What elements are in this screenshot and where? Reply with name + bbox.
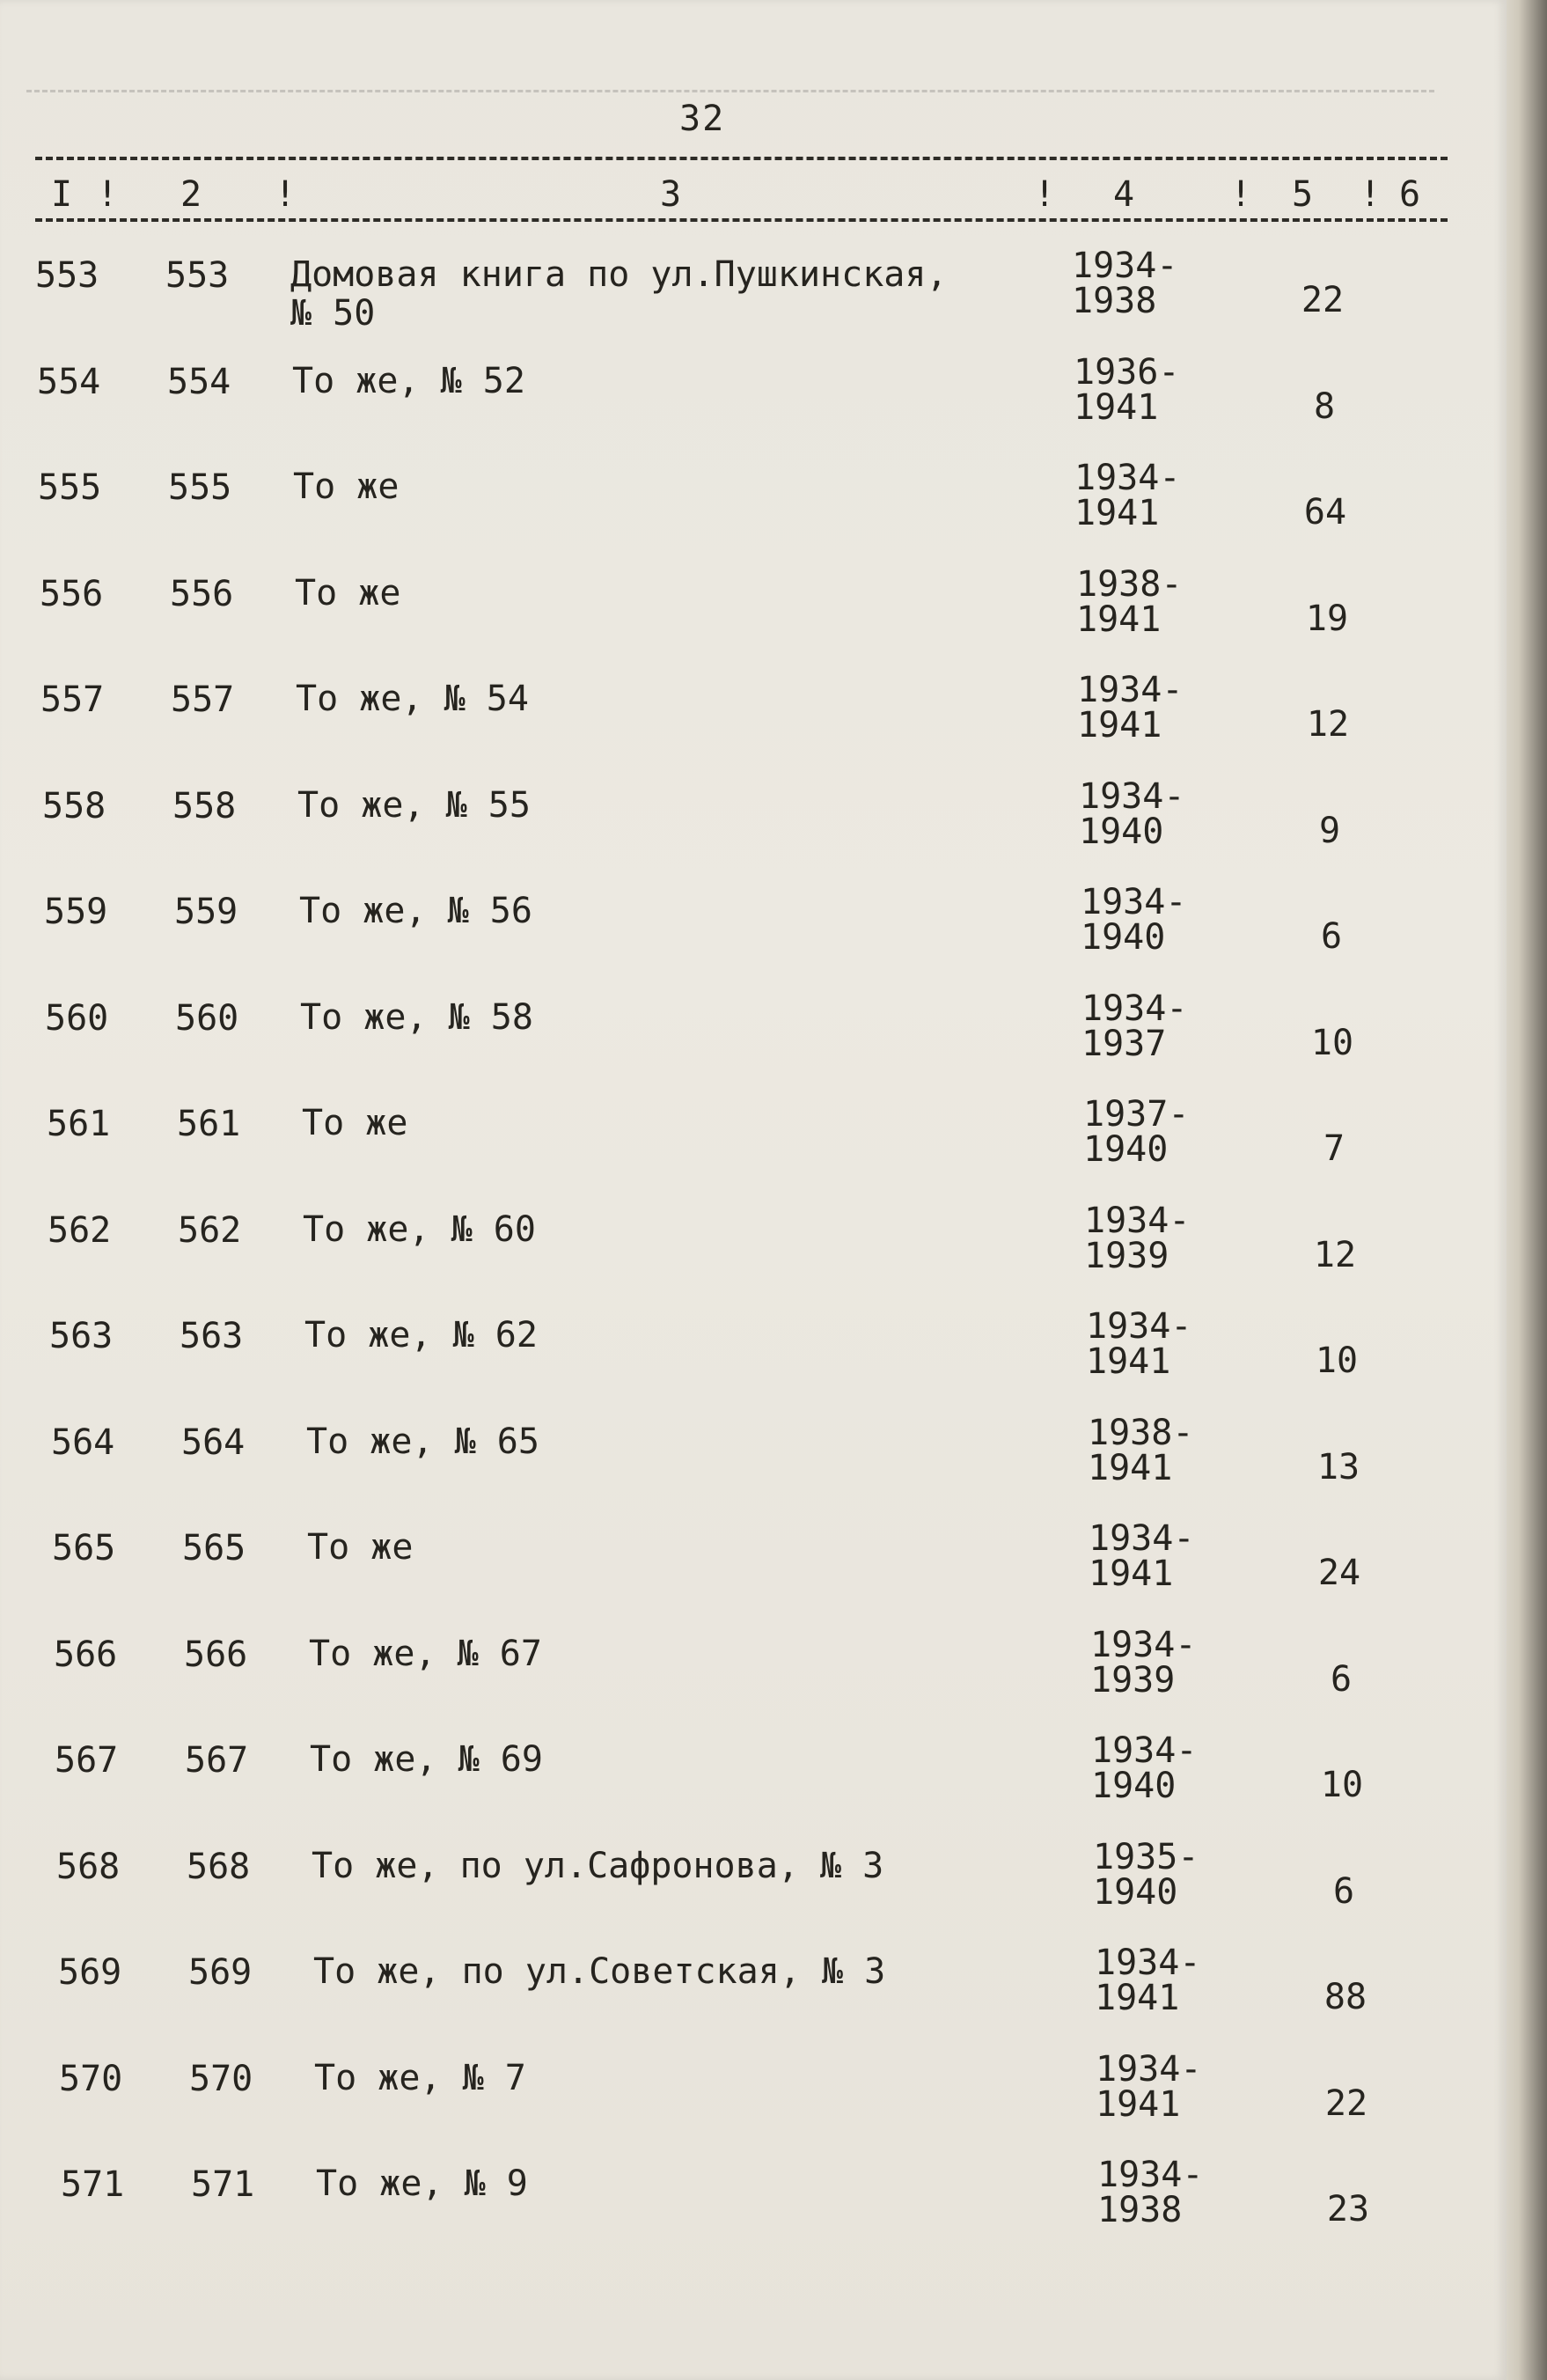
header-col-2: 2 [180,174,202,215]
date-from: 1934- [1089,1518,1195,1559]
item-title-line: То же, № 54 [296,679,529,719]
item-number: 568 [56,1847,121,1887]
sheet-count: 22 [1324,2083,1368,2124]
table-row [0,352,1496,452]
item-title-line: То же, № 62 [304,1315,538,1355]
table-row [0,882,1496,981]
table-row [0,1518,1496,1618]
sheet-count: 6 [1332,1871,1355,1912]
date-range [1093,1837,1234,1913]
date-from: 1937- [1083,1094,1190,1135]
item-number: 560 [45,998,109,1039]
page-number: 32 [679,99,726,139]
item-number: 562 [48,1210,112,1251]
page-edge [1507,0,1547,2380]
sheet-count: 9 [1318,811,1341,851]
date-to: 1939 [1090,1660,1176,1701]
date-from: 1938- [1076,564,1183,605]
item-title-line: То же, № 55 [297,785,531,826]
date-from: 1934- [1096,2049,1202,2090]
table-row [0,564,1496,664]
table-row [0,776,1496,876]
table-row [0,1094,1496,1194]
item-title [292,362,1084,400]
date-range [1083,1094,1224,1170]
header-col-5: 5 [1292,174,1314,215]
item-number: 566 [54,1634,118,1675]
date-range [1076,564,1217,640]
item-title-line: То же, № 67 [309,1634,542,1674]
item-number: 559 [44,892,108,932]
sheet-count: 10 [1320,1765,1364,1805]
case-number: 564 [181,1422,246,1463]
item-title-line: То же, № 9 [316,2163,528,2204]
date-to: 1940 [1081,917,1166,958]
date-to: 1941 [1096,2084,1181,2125]
item-number: 567 [55,1740,119,1781]
table-row [0,672,1496,769]
case-number: 561 [177,1104,241,1144]
date-from: 1934- [1077,670,1184,710]
case-number: 568 [187,1847,251,1887]
item-title [314,2059,1106,2097]
sheet-count: 6 [1330,1659,1353,1700]
date-from: 1934- [1072,246,1178,286]
item-number: 569 [58,1952,122,1993]
date-from: 1934- [1086,1306,1192,1347]
date-to: 1940 [1079,812,1164,852]
item-number: 561 [47,1104,111,1144]
case-number: 558 [172,786,237,826]
sheet-count: 88 [1323,1977,1367,2017]
header-col-3: 3 [660,174,682,215]
item-title [300,998,1092,1037]
item-number: 565 [52,1528,116,1568]
date-from: 1938- [1088,1413,1194,1453]
date-to: 1941 [1086,1341,1171,1382]
item-title [313,1952,1105,1991]
case-number: 563 [180,1316,244,1356]
item-title [299,892,1091,930]
item-title [303,1210,1095,1249]
date-to: 1941 [1076,599,1162,640]
date-from: 1934- [1090,1625,1197,1665]
case-number: 562 [178,1210,242,1251]
table-row [0,460,1496,557]
case-number: 569 [188,1952,253,1993]
date-range [1089,1518,1229,1594]
item-number: 571 [61,2164,125,2205]
item-title-line: То же, № 56 [299,891,532,931]
date-to: 1940 [1083,1129,1169,1170]
item-title [297,786,1089,825]
item-number: 554 [37,362,101,402]
item-title [290,255,1082,333]
date-range [1081,882,1221,958]
header-bottom-rule [35,218,1448,222]
case-number: 571 [191,2164,255,2205]
item-title [295,574,1087,613]
item-title [293,467,1085,506]
date-from: 1934- [1091,1730,1198,1771]
date-range [1084,1203,1225,1274]
item-title-line: То же [302,1103,408,1143]
item-title-line: То же, № 69 [310,1739,543,1780]
sheet-count: 12 [1313,1235,1357,1275]
date-range [1091,1730,1232,1806]
item-title [302,1104,1094,1142]
sheet-count: 6 [1320,916,1343,957]
sheet-count: 24 [1317,1553,1361,1593]
date-to: 1941 [1088,1448,1173,1488]
date-range [1090,1625,1231,1701]
date-range [1077,670,1218,746]
item-title [309,1634,1101,1673]
date-to: 1939 [1084,1236,1169,1276]
date-range [1097,2157,1238,2228]
date-from: 1934- [1079,776,1185,817]
item-title-line: То же, по ул.Советская, № 3 [313,1951,886,1992]
date-to: 1941 [1077,705,1162,746]
header-col-1: I [51,174,73,215]
header-top-rule [35,157,1448,160]
date-to: 1938 [1072,281,1157,321]
sheet-count: 10 [1310,1023,1354,1063]
table-row [0,1837,1496,1936]
item-number: 558 [42,786,106,826]
date-from: 1935- [1093,1837,1199,1877]
header-separator: ! [275,174,297,215]
header-separator: ! [97,174,119,215]
item-title [296,679,1088,718]
case-number: 566 [184,1634,248,1675]
item-title-line-2: № 50 [290,293,376,334]
case-number: 567 [185,1740,249,1781]
date-from: 1936- [1074,352,1180,393]
date-from: 1934- [1084,1201,1191,1241]
date-to: 1941 [1074,387,1159,428]
case-number: 555 [168,467,232,508]
date-range [1088,1415,1228,1486]
case-number: 556 [170,574,234,614]
date-to: 1937 [1081,1024,1167,1064]
item-number: 553 [35,255,99,296]
item-number: 564 [51,1422,115,1463]
item-title-line: То же [307,1527,414,1568]
sheet-count: 19 [1305,599,1349,639]
date-range [1072,248,1213,319]
header-separator: ! [1360,174,1382,215]
sheet-count: 22 [1301,280,1345,320]
sheet-count: 10 [1315,1341,1359,1381]
sheet-count: 12 [1306,704,1350,745]
table-row [0,2157,1496,2254]
item-title-line: То же [295,573,401,613]
date-to: 1940 [1093,1872,1178,1913]
case-number: 553 [165,255,230,296]
item-title-line: Домовая книга по ул.Пушкинская, [290,254,948,295]
item-title [306,1422,1098,1461]
case-number: 557 [171,679,235,720]
item-title [304,1316,1096,1355]
perforation-line [26,90,1434,101]
date-range [1079,776,1220,852]
table-row [0,248,1496,345]
item-title [312,1847,1103,1885]
header-separator: ! [1034,174,1056,215]
date-from: 1934- [1081,988,1188,1029]
table-row [0,1627,1496,1724]
date-range [1081,988,1222,1064]
date-to: 1940 [1091,1766,1177,1806]
item-number: 556 [40,574,104,614]
item-title-line: То же, по ул.Сафронова, № 3 [312,1846,884,1886]
date-to: 1941 [1074,493,1160,533]
item-title-line: То же, № 52 [292,361,525,401]
date-range [1074,352,1214,428]
item-title-line: То же, № 65 [306,1421,539,1462]
case-number: 554 [167,362,231,402]
date-from: 1934- [1097,2155,1204,2195]
date-range [1096,2049,1236,2125]
case-number: 560 [175,998,239,1039]
date-from: 1934- [1081,882,1187,922]
item-number: 555 [38,467,102,508]
date-range [1086,1306,1227,1382]
date-from: 1934- [1095,1943,1201,1983]
item-title-line: То же, № 58 [300,997,533,1038]
item-number: 563 [49,1316,114,1356]
item-title [307,1528,1099,1567]
item-title-line: То же [293,466,400,507]
case-number: 565 [182,1528,246,1568]
sheet-count: 23 [1326,2189,1370,2229]
date-from: 1934- [1074,458,1181,498]
date-to: 1941 [1095,1978,1180,2018]
table-row [0,1306,1496,1406]
case-number: 559 [174,892,238,932]
header-separator: ! [1230,174,1252,215]
header-col-6: 6 [1399,174,1421,215]
table-row [0,1203,1496,1300]
table-row [0,1945,1496,2042]
table-row [0,988,1496,1088]
sheet-count: 13 [1316,1447,1360,1488]
date-range [1074,460,1215,531]
table-row [0,1415,1496,1512]
item-number: 557 [40,679,105,720]
item-number: 570 [59,2059,123,2099]
item-title [310,1740,1102,1779]
date-to: 1938 [1097,2190,1183,2230]
sheet-count: 7 [1323,1128,1345,1169]
item-title-line: То же, № 7 [314,2058,526,2098]
date-range [1095,1945,1235,2016]
table-row [0,2049,1496,2149]
sheet-count: 8 [1313,386,1336,427]
date-to: 1941 [1089,1554,1174,1594]
item-title-line: То же, № 60 [303,1209,536,1250]
item-title [316,2164,1108,2203]
header-col-4: 4 [1113,174,1135,215]
sheet-count: 64 [1303,492,1347,533]
case-number: 570 [189,2059,253,2099]
table-row [0,1730,1496,1830]
